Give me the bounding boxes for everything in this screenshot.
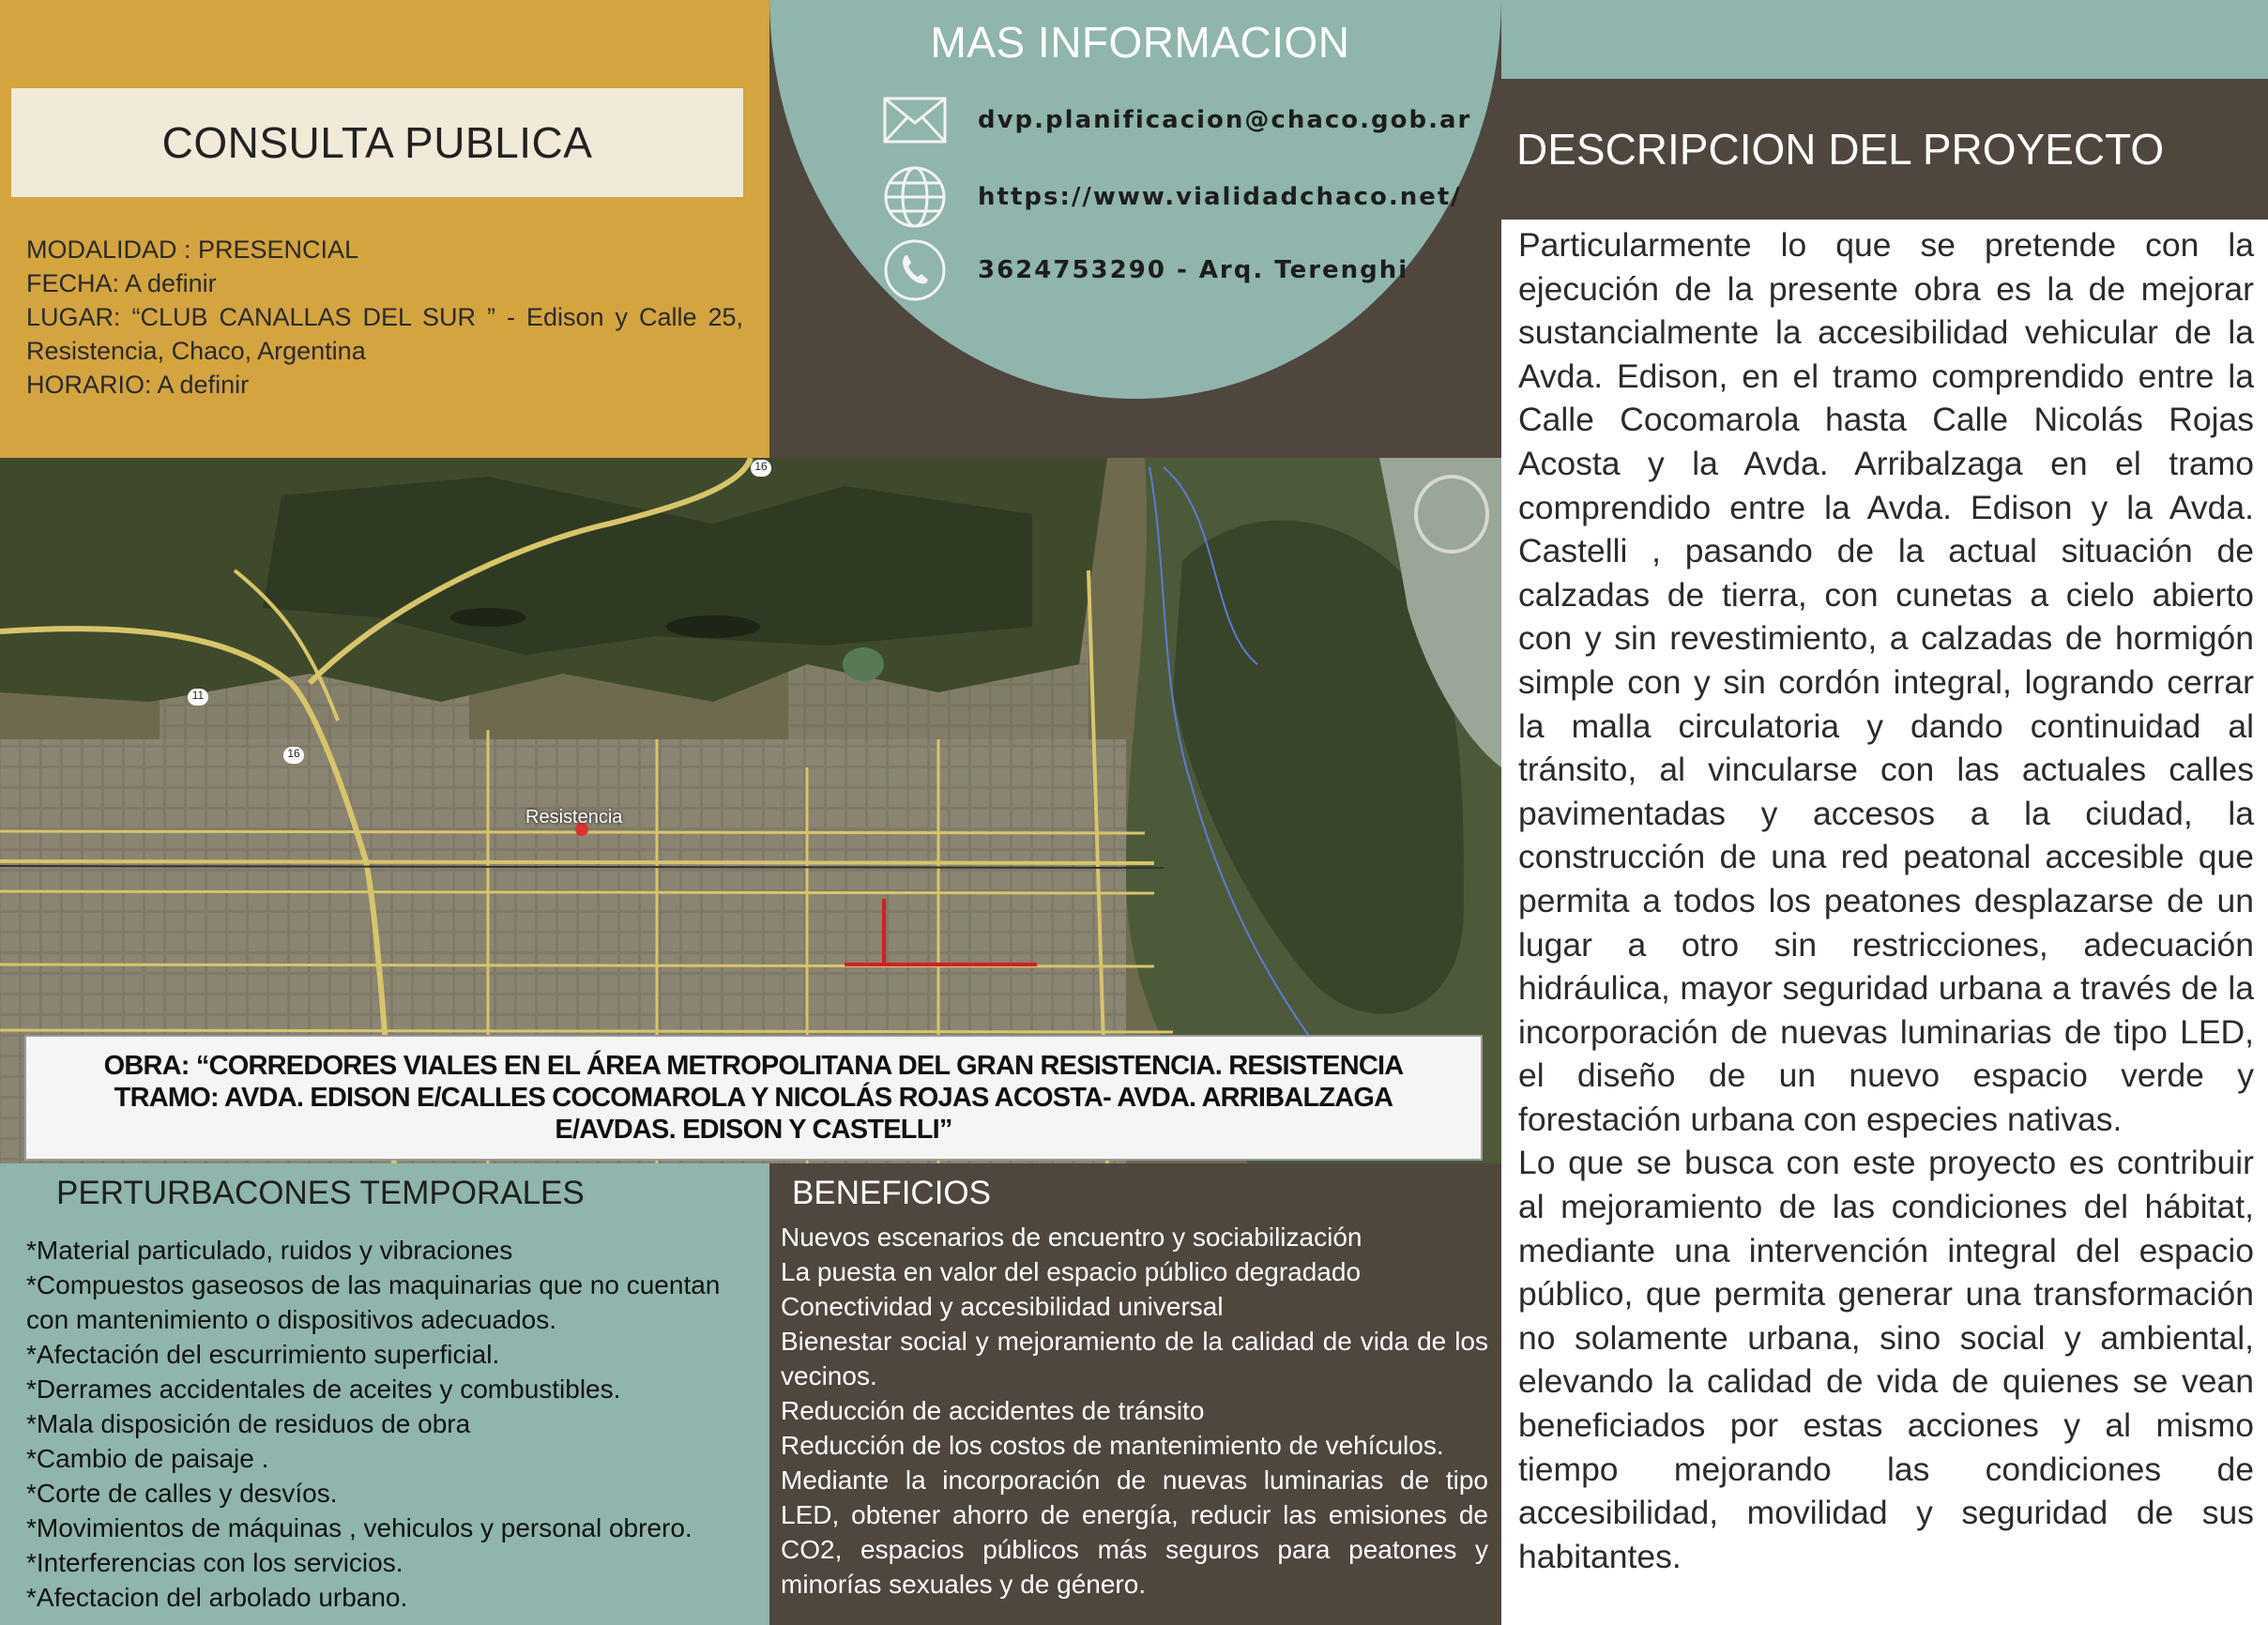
- consulta-title-box: [11, 88, 743, 197]
- contact-web[interactable]: https://www.vialidadchaco.net/: [978, 183, 1462, 211]
- list-item: Reducción de los costos de mantenimiento de vehículos.: [781, 1431, 1444, 1460]
- info-title: MAS INFORMACION: [930, 18, 1350, 67]
- descripcion-header: [1501, 79, 2268, 220]
- list-item: *Afectacion del arbolado urbano.: [26, 1583, 408, 1612]
- consulta-fecha: FECHA: A definir: [26, 269, 217, 297]
- perturbaciones-list: [26, 1233, 760, 1615]
- descripcion-title: DESCRIPCION DEL PROYECTO: [1516, 125, 2165, 174]
- phone-icon: [882, 237, 948, 303]
- descripcion-body: [1518, 223, 2254, 1578]
- contact-email[interactable]: dvp.planificacion@chaco.gob.ar: [978, 106, 1472, 134]
- consulta-modalidad: MODALIDAD : PRESENCIAL: [26, 235, 359, 264]
- contact-email-row[interactable]: [882, 92, 1471, 148]
- list-item: *Interferencias con los servicios.: [26, 1548, 403, 1577]
- list-item: Mediante la incorporación de nuevas luminarias de tipo LED, obtener ahorro de energía, reducir las emisiones de CO2, espacios públicos más seguros para peatones y minorías sexuales y de género.: [781, 1466, 1488, 1599]
- list-item: *Movimientos de máquinas , vehiculos y personal obrero.: [26, 1513, 693, 1542]
- list-item: *Corte de calles y desvíos.: [26, 1479, 338, 1508]
- beneficios-list: [781, 1220, 1488, 1602]
- obra-line: E/AVDAS. EDISON Y CASTELLI”: [555, 1115, 952, 1145]
- list-item: *Mala disposición de residuos de obra: [26, 1409, 471, 1438]
- list-item: Reducción de accidentes de tránsito: [781, 1396, 1205, 1425]
- right-top-strip: [1501, 0, 2268, 79]
- consulta-horario: HORARIO: A definir: [26, 371, 250, 399]
- obra-line: TRAMO: AVDA. EDISON E/CALLES COCOMAROLA Y NICOLÁS ROJAS ACOSTA- AVDA. ARRIBALZAGA: [114, 1083, 1393, 1113]
- consulta-title: CONSULTA PUBLICA: [161, 118, 593, 167]
- descripcion-paragraph-1: Particularmente lo que se pretende con la ejecución de la presente obra es la de mejorar sustancialmente la accesibilidad vehicular de la Avda. Edison, en el tramo comprendido entre la Calle Cocomarola hasta Calle Nicolás Rojas Acosta y la Avda. Arribalzaga en el tramo comprendido entre la Avda. Edison y la Avda. Castelli , pasando de la actual situación de calzadas de tierra, con cunetas a cielo abierto con y sin revestimiento, a calzadas de hormigón simple con y sin cordón integral, logrando cerrar la malla circulatoria y dando continuidad al tránsito, al vincularse con las actuales calles pavimentadas y accesos a la ciudad, la construcción de una red peatonal accesible que permita a todos los peatones desplazarse de un lugar a otro sin restricciones, adecuación hidráulica, mayor seguridad urbana a través de la incorporación de nuevas luminarias de tipo LED, el diseño de un nuevo espacio verde y forestación urbana con especies nativas.: [1518, 226, 2254, 1138]
- contact-web-row[interactable]: [882, 169, 1462, 225]
- list-item: *Material particulado, ruidos y vibraciones: [26, 1236, 513, 1265]
- route-badge: 11: [188, 689, 208, 706]
- mail-icon: [882, 87, 948, 153]
- list-item: Nuevos escenarios de encuentro y sociabilización: [781, 1223, 1362, 1252]
- contact-phone[interactable]: 3624753290 - Arq. Terenghi: [978, 256, 1409, 284]
- obra-title-box: [24, 1035, 1483, 1161]
- obra-line: OBRA: “CORREDORES VIALES EN EL ÁREA METROPOLITANA DEL GRAN RESISTENCIA. RESISTENCIA: [103, 1051, 1404, 1081]
- list-item: La puesta en valor del espacio público degradado: [781, 1257, 1362, 1286]
- consulta-lugar: LUGAR: “CLUB CANALLAS DEL SUR ” - Edison y Calle 25, Resistencia, Chaco, Argentina: [26, 303, 743, 365]
- list-item: Bienestar social y mejoramiento de la calidad de vida de los vecinos.: [781, 1327, 1488, 1390]
- route-badge: 16: [283, 747, 304, 764]
- info-panel: [769, 0, 1501, 458]
- contact-phone-row[interactable]: [882, 242, 1408, 298]
- list-item: *Derrames accidentales de aceites y combustibles.: [26, 1374, 621, 1404]
- list-item: *Compuestos gaseosos de las maquinarias que no cuentan con mantenimiento o dispositivos adecuados.: [26, 1270, 721, 1334]
- map-city-label: Resistencia: [525, 807, 623, 828]
- descripcion-paragraph-2: Lo que se busca con este proyecto es contribuir al mejoramiento de las condiciones del hábitat, mediante una intervención integral del espacio público, que permita generar una transformación no solamente urbana, sino social y ambiental, elevando la calidad de vida de quienes se vean beneficiados por estas acciones y al mismo tiempo mejorando las condiciones de accesibilidad, movilidad y seguridad de sus habitantes.: [1518, 1144, 2254, 1575]
- perturbaciones-title: PERTURBACONES TEMPORALES: [56, 1175, 585, 1211]
- globe-icon: [882, 164, 948, 230]
- route-badge: 16: [751, 460, 771, 477]
- list-item: *Afectación del escurrimiento superficial.: [26, 1340, 500, 1369]
- beneficios-title: BENEFICIOS: [792, 1175, 991, 1211]
- list-item: *Cambio de paisaje .: [26, 1444, 269, 1473]
- consulta-details: [26, 233, 743, 402]
- list-item: Conectividad y accesibilidad universal: [781, 1292, 1224, 1321]
